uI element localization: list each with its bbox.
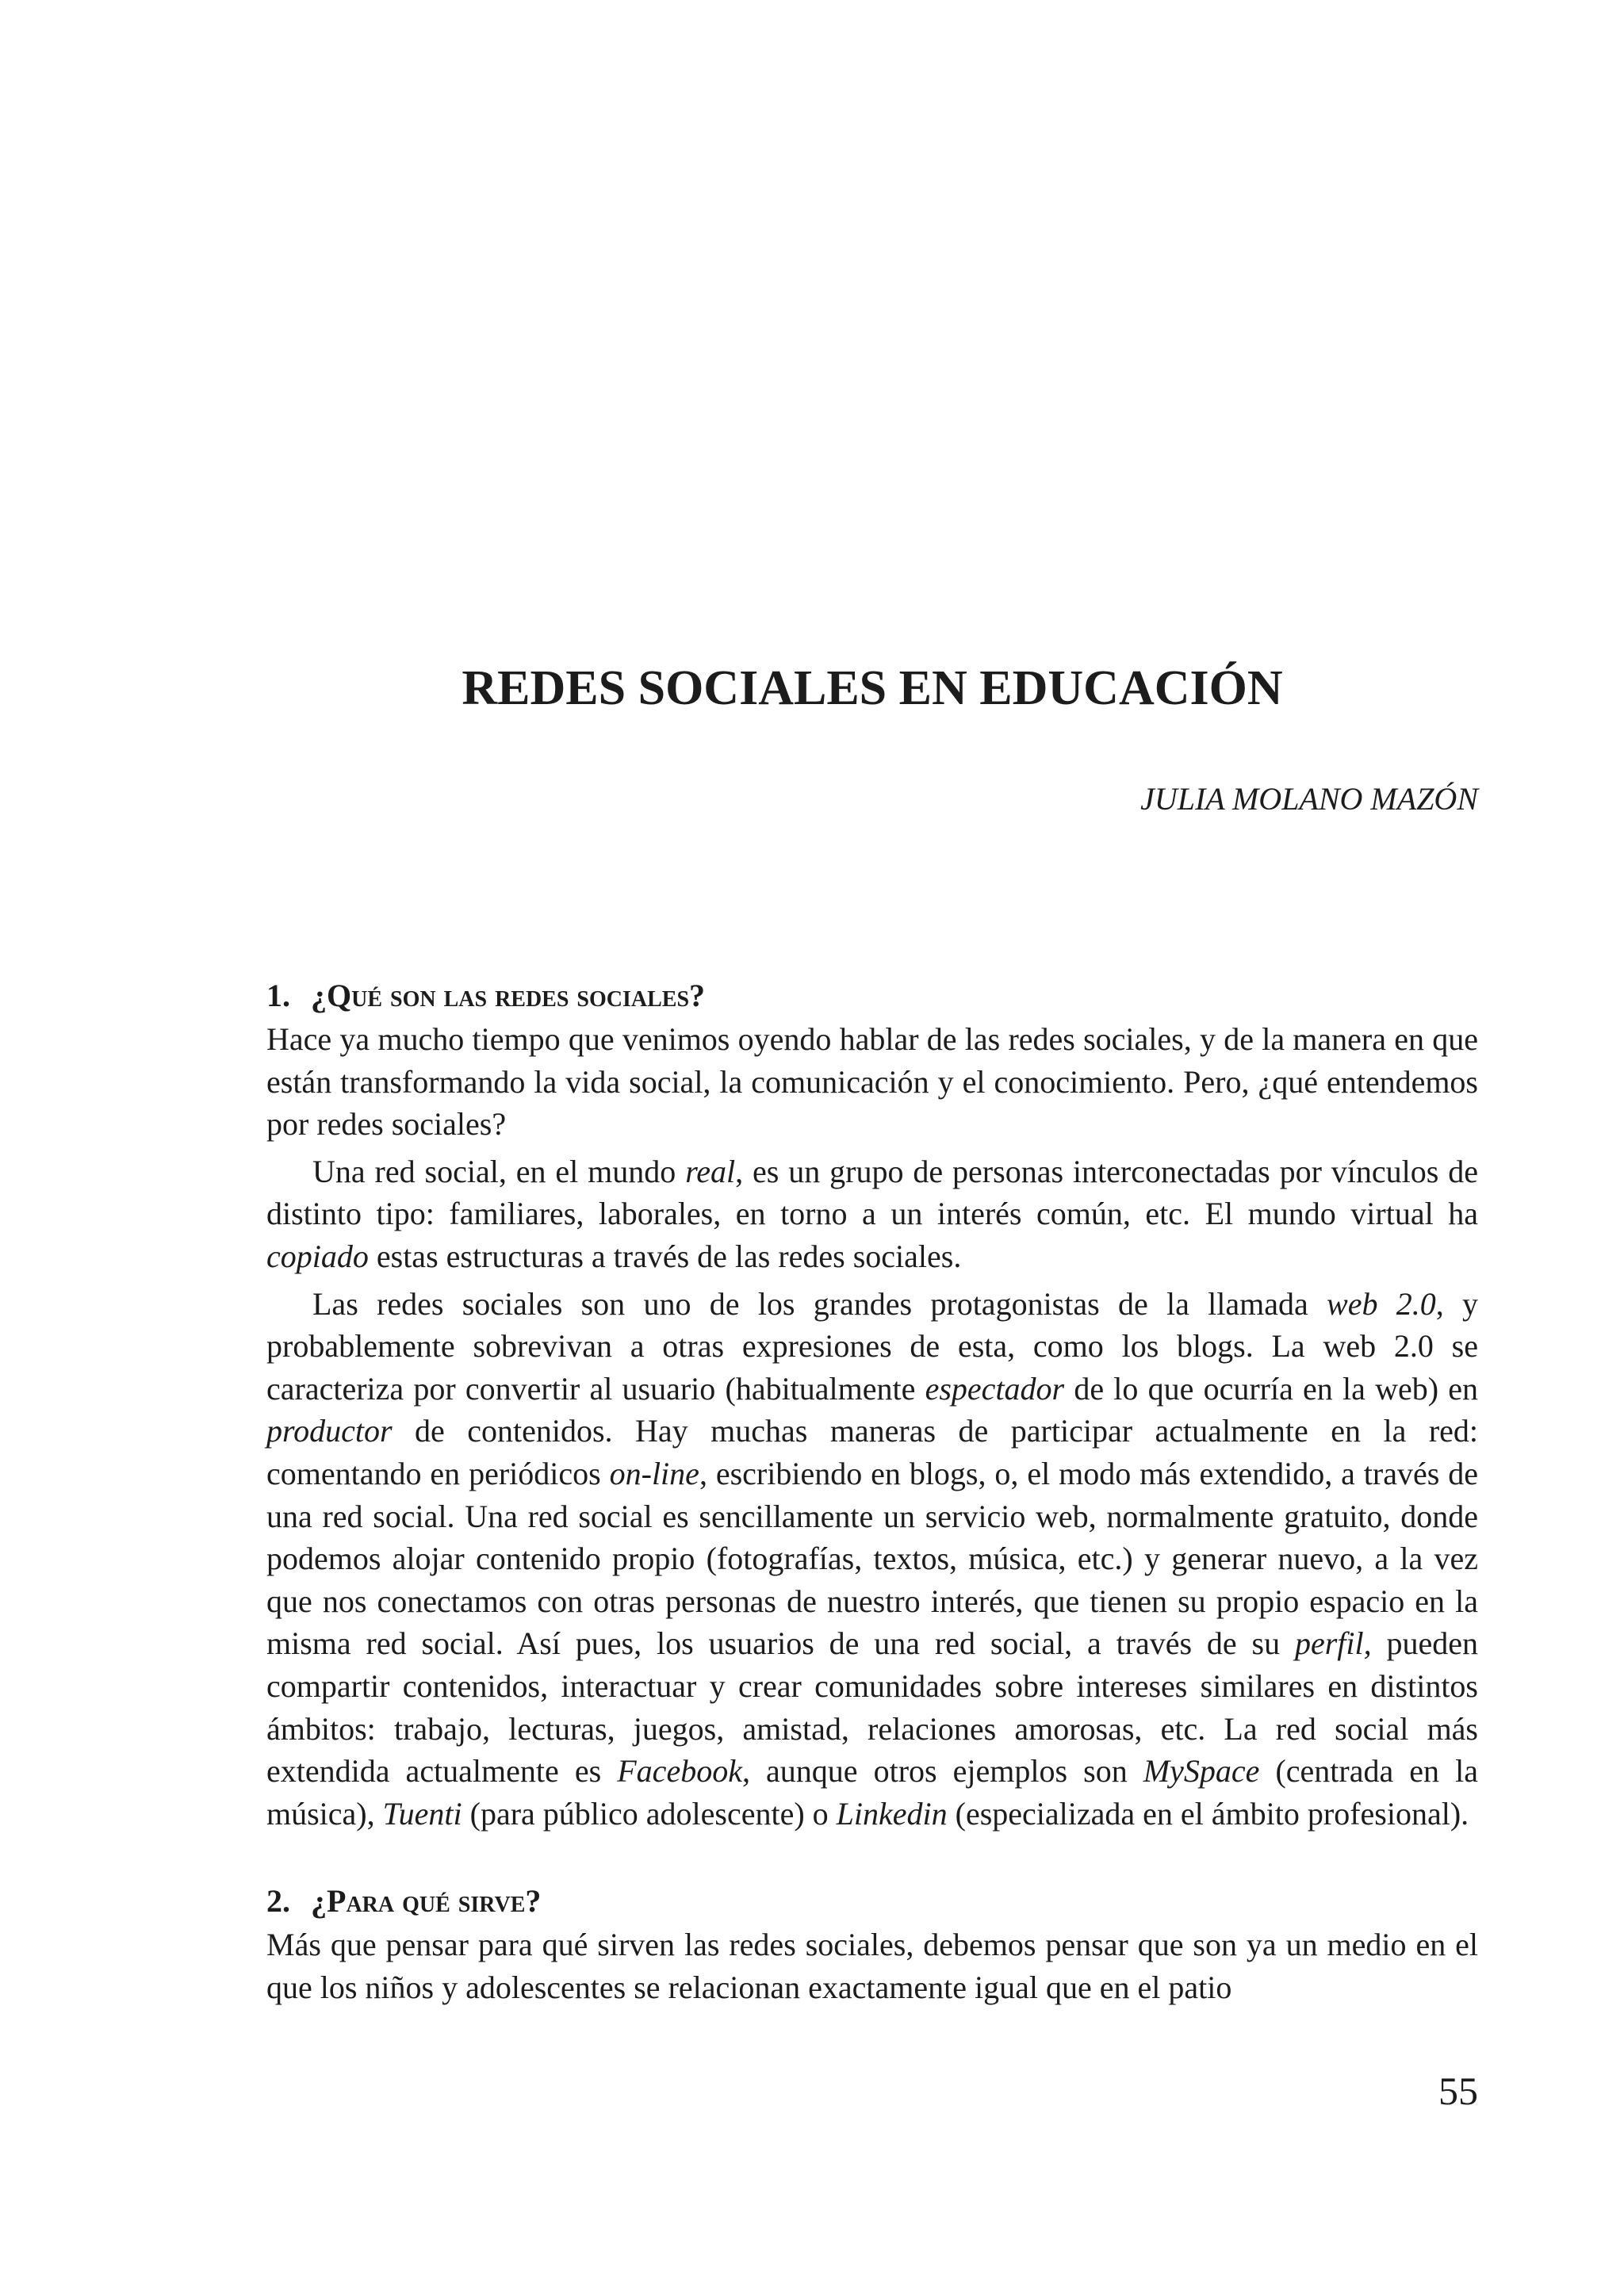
italic-term: Linkedin <box>836 1795 948 1832</box>
italic-term: MySpace <box>1143 1753 1260 1790</box>
italic-term: Tuenti <box>382 1795 462 1832</box>
text-run: (centrada en la música), <box>266 1753 1478 1832</box>
italic-term: Facebook <box>617 1753 742 1790</box>
paragraph <box>266 1018 1478 1146</box>
text-run: Las redes sociales son uno de los grandes protagonistas de la llamada <box>312 1285 1327 1322</box>
page-number: 55 <box>1438 2069 1478 2113</box>
italic-term: espectador <box>925 1370 1065 1407</box>
paragraph <box>266 1283 1478 1836</box>
section-2-heading <box>266 1879 1478 1924</box>
section-2-heading-prefix: ¿P <box>311 1883 347 1920</box>
paragraph <box>266 1924 1478 2008</box>
text-run: pueden compartir contenidos, interactuar y crear comunidades sobre intereses similares en distintos ámbitos: trabajo, lecturas, juegos, amistad, relaciones amorosas, etc. La red social más extendida actualmente es <box>266 1625 1478 1790</box>
section-1-heading-prefix: ¿Q <box>311 978 352 1013</box>
section-1-number: 1. <box>266 978 290 1013</box>
text-run: Una red social, en el mundo <box>312 1153 686 1189</box>
italic-term: on-line <box>609 1455 699 1491</box>
section-spacer <box>266 1835 1478 1879</box>
text-run: Hace ya mucho tiempo que venimos oyendo hablar de las redes sociales, y de la manera en que están transformando la vida social, la comunicación y el conocimiento. Pero, ¿qué entendemos por redes sociales? <box>266 1021 1478 1143</box>
italic-term: productor <box>266 1413 393 1449</box>
text-run: , es un grupo de personas interconectadas por vínculos de distinto tipo: familiares, laborales, en torno a un interés común, etc. El mundo virtual ha <box>266 1153 1479 1232</box>
text-run: , y probablemente sobrevivan a otras expresiones de esta, como los blogs. La web 2.0 se caracteriza por convertir al usuario (habitualmente <box>266 1285 1479 1407</box>
section-2-number: 2. <box>266 1883 290 1920</box>
text-run: (para público adolescente) o <box>462 1795 837 1832</box>
text-run: , escribiendo en blogs, o, el modo más extendido, a través de una red social. Una red social es sencillamente un servicio web, normalmente gratuito, donde podemos alojar contenido propio (fotografías, textos, música, etc.) y generar nuevo, a la vez que nos conectamos con otras personas de nuestro interés, que tienen su propio espacio en la misma red social. Así pues, los usuarios de una red social, a través de su <box>266 1455 1478 1662</box>
body-text <box>266 974 1478 2008</box>
section-1-heading-rest: ué son las redes sociales? <box>351 978 706 1013</box>
text-run: de contenidos. Hay muchas maneras de participar actualmente en la red: comentando en periódicos <box>266 1413 1478 1491</box>
text-run: Más que pensar para qué sirven las redes sociales, debemos pensar que son ya un medio en el que los niños y adolescentes se relacionan exactamente igual que en el patio <box>266 1927 1478 2005</box>
section-2-heading-rest: ara qué sirve? <box>346 1883 542 1920</box>
italic-term: real <box>685 1153 736 1189</box>
section-1-heading <box>266 974 1478 1018</box>
paragraph <box>266 1150 1478 1278</box>
page-title: REDES SOCIALES EN EDUCACIÓN <box>462 661 1283 715</box>
text-run: (especializada en el ámbito profesional). <box>947 1795 1469 1832</box>
text-run: , aunque otros ejemplos son <box>741 1753 1143 1790</box>
text-run: estas estructuras a través de las redes sociales. <box>368 1238 962 1274</box>
italic-term: copiado <box>266 1238 369 1274</box>
author-name: JULIA MOLANO MAZÓN <box>1140 781 1478 817</box>
italic-term: web 2.0 <box>1327 1285 1436 1322</box>
italic-term: perfil, <box>1294 1625 1372 1662</box>
text-run: de lo que ocurría en la web) en <box>1064 1370 1478 1407</box>
